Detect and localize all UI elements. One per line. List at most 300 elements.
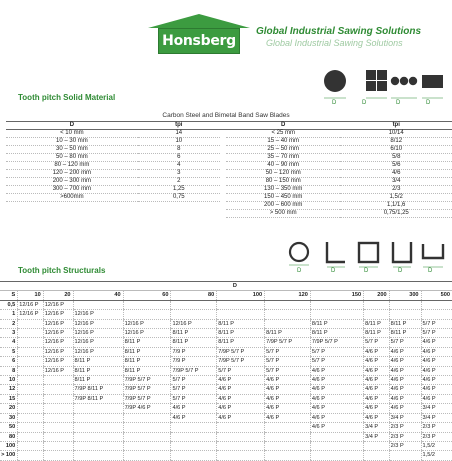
column-header: 150 (310, 291, 363, 300)
table-cell (265, 432, 311, 441)
table-cell: 4/6 P (265, 376, 311, 385)
table-cell (73, 451, 123, 460)
table-cell (364, 451, 390, 460)
table-cell (171, 451, 217, 460)
table-cell (123, 300, 171, 309)
table-cell: 7/9P 8/11 P (73, 385, 123, 394)
table-cell: 4/6 P (310, 413, 363, 422)
table-cell: 4/6 P (310, 385, 363, 394)
row-s-value: 6 (0, 357, 18, 366)
table-cell: 4/6 P (310, 394, 363, 403)
table-row (6, 178, 452, 186)
table-cell: 7/9P 4/6 P (123, 404, 171, 413)
table-row (0, 376, 452, 385)
table-cell: 5/7 P (171, 385, 217, 394)
table-cell: 8/11 P (217, 338, 265, 347)
table-cell (217, 310, 265, 319)
table-cell: 4/6 P (364, 347, 390, 356)
table-cell: 12/16 P (18, 310, 44, 319)
shape-d-label: D (331, 268, 336, 274)
table-cell: 4/6 P (171, 404, 217, 413)
table-cell: 50 – 80 mm (6, 154, 138, 162)
column-header: 200 (364, 291, 390, 300)
column-header: 40 (73, 291, 123, 300)
table-cell: 4 (138, 162, 220, 170)
table-cell: > 500 mm (226, 210, 341, 218)
table-row (0, 413, 452, 422)
table-cell: 4/6 P (217, 404, 265, 413)
table-row (0, 329, 452, 338)
table-cell (310, 310, 363, 319)
table-cell (18, 432, 44, 441)
column-header: 80 (171, 291, 217, 300)
table-cell (421, 300, 452, 309)
table-cell (18, 413, 44, 422)
table-cell: 8/11 P (310, 319, 363, 328)
table-row (6, 162, 452, 170)
table-cell: 3/4 P (421, 413, 452, 422)
table-row (0, 338, 452, 347)
table-cell: 7/9P 5/7 P (217, 347, 265, 356)
table-cell: 6/10 (340, 146, 452, 154)
row-s-value: 0,5 (0, 300, 18, 309)
shape-d-label: D (364, 268, 369, 274)
table-cell: 2 (138, 178, 220, 186)
table-row (0, 423, 452, 432)
table-row (0, 310, 452, 319)
shape-d-label: D (428, 268, 433, 274)
table-cell: 7/9P 5/7 P (310, 338, 363, 347)
table-cell: 4/6 P (265, 385, 311, 394)
table-cell (265, 310, 311, 319)
table-row (0, 357, 452, 366)
table-cell (43, 451, 73, 460)
table-cell: 4/6 P (421, 394, 452, 403)
table-cell (389, 300, 421, 309)
table-row (0, 319, 452, 328)
table-cell: 4/6 P (171, 413, 217, 422)
row-s-value: 20 (0, 404, 18, 413)
table-cell: 8/11 P (265, 329, 311, 338)
table-cell (265, 319, 311, 328)
table-cell (217, 432, 265, 441)
table-cell: 5/7 P (265, 357, 311, 366)
table-cell: 0,75/1,25 (340, 210, 452, 218)
table-cell: 10 – 30 mm (6, 138, 138, 146)
table-cell: 2/3 P (421, 432, 452, 441)
round-bundle-icon (391, 77, 417, 98)
tagline-ghost: Global Industrial Sawing Solutions (266, 38, 403, 48)
table-cell (18, 441, 44, 450)
table-cell: 8/11 P (217, 319, 265, 328)
header-spacer (0, 282, 18, 291)
table-cell: 3/4 P (364, 423, 390, 432)
table-cell: 8/11 P (217, 329, 265, 338)
shape-d-label: D (426, 100, 431, 106)
table-cell (389, 451, 421, 460)
table-cell: 4/6 P (389, 347, 421, 356)
table-cell (171, 423, 217, 432)
l-profile-icon (327, 242, 345, 267)
shape-d-label: D (332, 100, 337, 106)
table-row (0, 432, 452, 441)
table-row (6, 130, 452, 138)
table-cell: 8/11 P (171, 338, 217, 347)
table-cell: 4/6 P (421, 366, 452, 375)
table-cell (18, 423, 44, 432)
table-cell: 5/7 P (310, 347, 363, 356)
table-cell: 3 (138, 170, 220, 178)
table-cell: 4/6 P (364, 357, 390, 366)
table-cell (389, 310, 421, 319)
table-cell (43, 404, 73, 413)
column-header: 500 (421, 291, 452, 300)
table-cell: 4/6 P (265, 413, 311, 422)
table-cell (171, 432, 217, 441)
table-row (0, 394, 452, 403)
table-cell: 4/6 P (421, 385, 452, 394)
table-cell (138, 202, 220, 210)
table-cell: 4/6 (340, 170, 452, 178)
table-cell (18, 451, 44, 460)
table-cell: 5/7 P (310, 357, 363, 366)
table-cell (123, 451, 171, 460)
table-cell (310, 432, 363, 441)
table-cell: 5/7 P (389, 338, 421, 347)
table-cell (171, 310, 217, 319)
table-cell: 3/4 P (421, 404, 452, 413)
tagline: Global Industrial Sawing Solutions (256, 26, 422, 37)
table-cell: 4/6 P (265, 394, 311, 403)
table-cell: 80 – 120 mm (6, 162, 138, 170)
table-cell (364, 310, 390, 319)
table-cell (73, 300, 123, 309)
logo-roof-icon (148, 14, 250, 28)
table-cell (18, 376, 44, 385)
table-cell: 7/9P 5/7 P (123, 385, 171, 394)
column-header: D (6, 122, 138, 130)
table-cell (310, 300, 363, 309)
row-s-value: 2 (0, 319, 18, 328)
table-cell (310, 441, 363, 450)
table-cell (217, 423, 265, 432)
table-cell (171, 441, 217, 450)
table-cell (265, 423, 311, 432)
table-cell (364, 441, 390, 450)
table-cell: 4/6 P (217, 385, 265, 394)
pipe-icon (289, 243, 309, 265)
table-cell: 4/6 P (217, 413, 265, 422)
table-row (0, 347, 452, 356)
table-cell: 3/4 (340, 178, 452, 186)
table-cell: >600mm (6, 194, 138, 202)
table-cell: 50 – 120 mm (226, 170, 341, 178)
column-header: D (226, 122, 341, 130)
table-cell: 8/11 P (73, 376, 123, 385)
table-cell: 12/16 P (43, 347, 73, 356)
table-row (0, 441, 452, 450)
solid-section-title: Tooth pitch Solid Material (18, 93, 116, 102)
table-cell: 4/6 P (389, 404, 421, 413)
table-cell: 4/6 P (421, 347, 452, 356)
row-s-value: 100 (0, 441, 18, 450)
table-cell: 40 – 90 mm (226, 162, 341, 170)
table-cell: 4/6 P (421, 338, 452, 347)
table-cell: 8/11 P (389, 329, 421, 338)
table-row (0, 385, 452, 394)
table-cell: 4/6 P (364, 366, 390, 375)
table-cell (6, 210, 138, 218)
row-s-value: 5 (0, 347, 18, 356)
d-header: D (18, 282, 452, 291)
table-cell (43, 441, 73, 450)
table-cell: 3/4 P (364, 432, 390, 441)
table-cell: 15 – 40 mm (226, 138, 341, 146)
table-cell: 5/7 P (171, 376, 217, 385)
table-cell: 12/16 P (123, 329, 171, 338)
column-header: 120 (265, 291, 311, 300)
table-cell (18, 338, 44, 347)
table-cell: 4/6 P (389, 357, 421, 366)
table-cell (43, 413, 73, 422)
table-cell: 4/6 P (364, 413, 390, 422)
table-cell: 4/6 P (364, 404, 390, 413)
table-cell (6, 202, 138, 210)
table-cell: 4/6 P (389, 385, 421, 394)
table-cell: 12/16 P (43, 319, 73, 328)
table-cell: 8/11 P (123, 338, 171, 347)
table-row (6, 186, 452, 194)
table-cell: 30 – 50 mm (6, 146, 138, 154)
table-cell (73, 423, 123, 432)
row-s-value: 30 (0, 413, 18, 422)
row-s-value: 12 (0, 385, 18, 394)
row-s-value: > 100 (0, 451, 18, 460)
table-cell (217, 441, 265, 450)
shape-d-label: D (398, 268, 403, 274)
table-cell: 12/16 P (73, 319, 123, 328)
table-row (6, 138, 452, 146)
shape-d-label: D (297, 268, 302, 274)
table-cell: 2/3 (340, 186, 452, 194)
table-cell: 5/7 P (217, 366, 265, 375)
table-cell: 5/7 P (421, 329, 452, 338)
table-cell (123, 310, 171, 319)
column-header: 20 (43, 291, 73, 300)
structurals-table (0, 281, 452, 461)
table-cell (217, 300, 265, 309)
row-s-value: 3 (0, 329, 18, 338)
table-cell: 12/16 P (73, 329, 123, 338)
table-cell: 150 – 450 mm (226, 194, 341, 202)
table-cell: 7/9P 5/7 P (123, 394, 171, 403)
table-cell: 4/6 P (389, 366, 421, 375)
table-cell (73, 432, 123, 441)
table-cell: 4/6 P (389, 394, 421, 403)
table-cell: 8/11 P (171, 329, 217, 338)
table-cell: 12/16 P (43, 300, 73, 309)
table-cell (123, 432, 171, 441)
column-header: tpi (340, 122, 452, 130)
table-cell (18, 347, 44, 356)
column-header: 60 (123, 291, 171, 300)
table-cell: 12/16 P (73, 347, 123, 356)
table-cell: 4/6 P (310, 423, 363, 432)
shape-d-label: D (362, 100, 367, 106)
square-bundle-icon (366, 70, 387, 98)
table-cell: 5/7 P (265, 366, 311, 375)
table-cell: 300 – 700 mm (6, 186, 138, 194)
table-cell: 5/7 P (364, 338, 390, 347)
square-tube-icon (359, 243, 378, 267)
table-cell (18, 404, 44, 413)
table-cell (265, 441, 311, 450)
table-cell: 2/3 P (389, 423, 421, 432)
table-cell: < 25 mm (226, 130, 341, 138)
table-cell: 5/7 P (265, 347, 311, 356)
table-cell (73, 441, 123, 450)
table-cell: 5/7 P (171, 394, 217, 403)
table-cell: 6 (138, 154, 220, 162)
table-cell: 130 – 350 mm (226, 186, 341, 194)
table-cell: 4/6 P (364, 376, 390, 385)
column-header: tpi (138, 122, 220, 130)
table-cell (171, 300, 217, 309)
table-cell: 8/12 (340, 138, 452, 146)
table-cell: 12/16 P (123, 319, 171, 328)
table-cell: 4/6 P (364, 385, 390, 394)
row-s-value: 10 (0, 376, 18, 385)
table-row (0, 404, 452, 413)
table-cell: 3/4 P (389, 413, 421, 422)
table-cell (123, 413, 171, 422)
channel-icon (423, 244, 443, 267)
table-cell: 5/8 (340, 154, 452, 162)
table-cell: 7/9 P (171, 347, 217, 356)
table-cell (43, 423, 73, 432)
table-cell (18, 366, 44, 375)
table-cell: 12/16 P (43, 357, 73, 366)
table-row (6, 146, 452, 154)
table-cell: 4/6 P (364, 394, 390, 403)
table-cell: 10 (138, 138, 220, 146)
row-s-value: 8 (0, 366, 18, 375)
struct-section-title: Tooth pitch Structurals (18, 266, 106, 275)
table-cell (123, 441, 171, 450)
column-header: 300 (389, 291, 421, 300)
table-cell (73, 404, 123, 413)
table-cell (265, 300, 311, 309)
table-cell (18, 329, 44, 338)
table-cell (310, 451, 363, 460)
table-cell: 200 – 600 mm (226, 202, 341, 210)
table-cell: < 10 mm (6, 130, 138, 138)
solid-flat-icon (422, 75, 443, 98)
table-cell: 8/11 P (364, 319, 390, 328)
table-cell: 4/6 P (310, 366, 363, 375)
table-cell: 7/9P 5/7 P (123, 376, 171, 385)
table-cell: 7/9 P (171, 357, 217, 366)
table-cell: 80 – 150 mm (226, 178, 341, 186)
table-cell: 4/6 P (310, 404, 363, 413)
table-cell: 7/9P 5/7 P (217, 357, 265, 366)
logo-text: Honsberg (162, 33, 236, 49)
table-cell: 12/16 P (18, 300, 44, 309)
table-cell: 4/6 P (265, 404, 311, 413)
table-cell (138, 210, 220, 218)
table-cell: 8/11 P (310, 329, 363, 338)
table-cell: 12/16 P (73, 338, 123, 347)
table-cell: 4/6 P (421, 376, 452, 385)
solid-material-table (6, 121, 452, 218)
table-cell (217, 451, 265, 460)
table-cell: 7/9P 8/11 P (73, 394, 123, 403)
table-cell: 12/16 P (43, 329, 73, 338)
table-cell: 1,5/2 (421, 441, 452, 450)
table-cell: 14 (138, 130, 220, 138)
table-row (6, 202, 452, 210)
table-header-row (6, 122, 452, 130)
table-cell (265, 451, 311, 460)
table-cell: 1,5/2 (421, 451, 452, 460)
table-row (0, 300, 452, 309)
table-cell: 4/6 P (421, 357, 452, 366)
table-cell: 5/6 (340, 162, 452, 170)
solid-round-icon (324, 70, 346, 98)
table-row (6, 210, 452, 218)
table-cell: 2/3 P (421, 423, 452, 432)
table-cell: 12/16 P (171, 319, 217, 328)
table-cell: 2/3 P (389, 432, 421, 441)
table-cell: 12/16 P (73, 310, 123, 319)
table-cell (18, 385, 44, 394)
column-header: 10 (18, 291, 44, 300)
row-s-value: 80 (0, 432, 18, 441)
u-channel-icon (393, 242, 411, 267)
row-s-value: 1 (0, 310, 18, 319)
table-row (6, 170, 452, 178)
table-row (0, 451, 452, 460)
table-cell: 8/11 P (123, 347, 171, 356)
table-cell: 7/9P 5/7 P (265, 338, 311, 347)
table-cell: 8 (138, 146, 220, 154)
table-cell: 12/16 P (43, 366, 73, 375)
table-cell (421, 310, 452, 319)
table-cell: 8/11 P (73, 366, 123, 375)
d-header-row (0, 282, 452, 291)
table-cell: 1,25 (138, 186, 220, 194)
column-header-row (0, 291, 452, 300)
table-cell (43, 376, 73, 385)
table-cell: 12/16 P (43, 338, 73, 347)
table-cell: 2/3 P (389, 441, 421, 450)
table-cell: 35 – 70 mm (226, 154, 341, 162)
table-cell (364, 300, 390, 309)
table-cell: 10/14 (340, 130, 452, 138)
table-cell (123, 423, 171, 432)
table-cell: 4/6 P (217, 394, 265, 403)
table-cell: 0,75 (138, 194, 220, 202)
table-cell: 12/16 P (43, 310, 73, 319)
solid-table-caption: Carbon Steel and Bimetal Band Saw Blades (162, 112, 290, 119)
table-cell: 7/9P 5/7 P (171, 366, 217, 375)
table-cell (43, 432, 73, 441)
table-row (6, 194, 452, 202)
table-cell: 1,5/2 (340, 194, 452, 202)
table-row (0, 366, 452, 375)
table-cell (43, 394, 73, 403)
row-s-value: 50 (0, 423, 18, 432)
